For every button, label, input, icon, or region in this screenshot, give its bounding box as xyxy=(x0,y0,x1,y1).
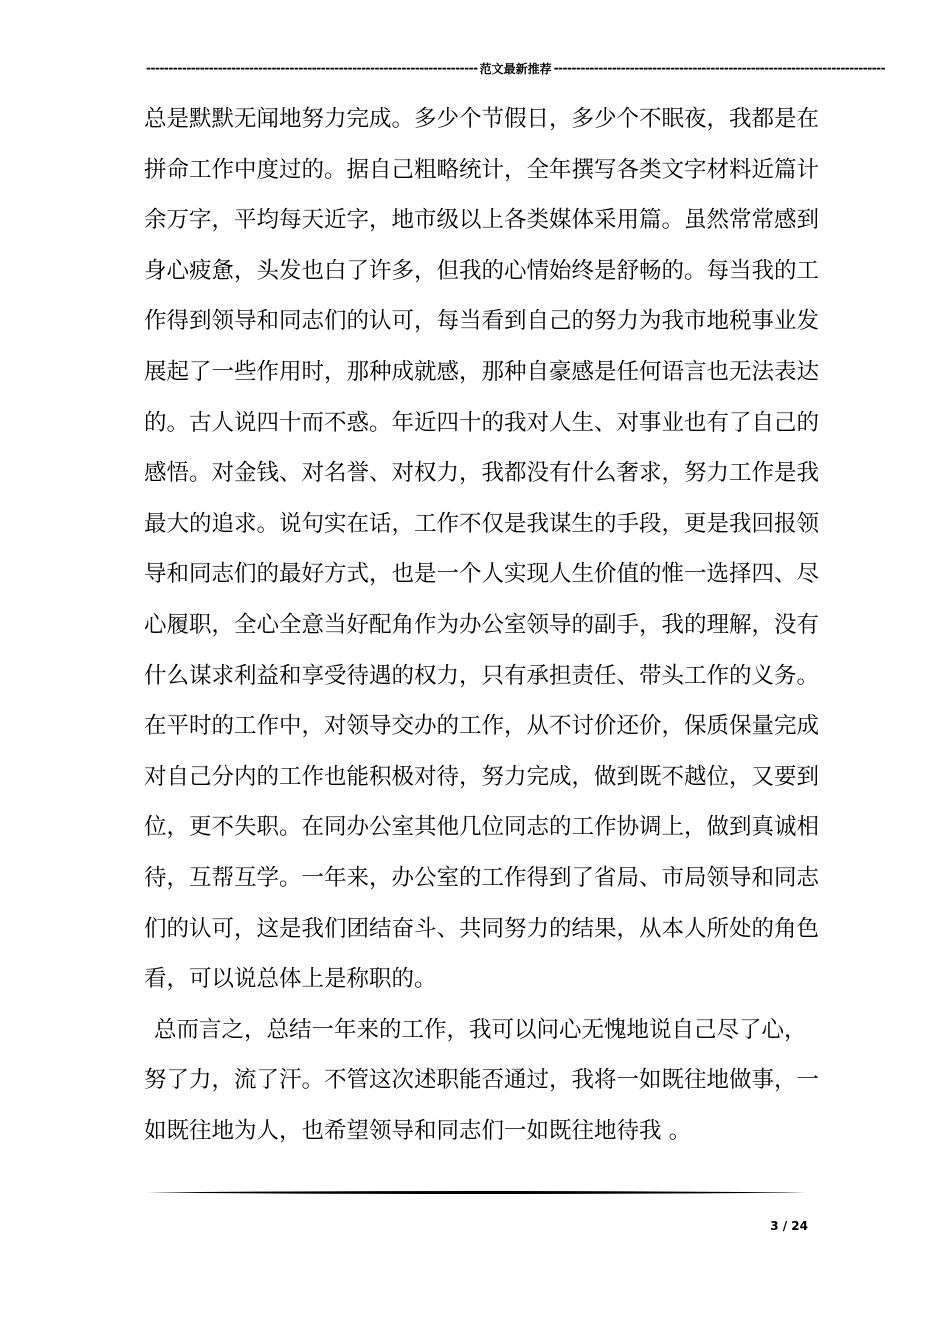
footer-rule-line xyxy=(146,1190,806,1195)
footer-rule xyxy=(146,1190,806,1195)
text-line-19: 总而言之，总结一年来的工作，我可以问心无愧地说自己尽了心， xyxy=(154,1016,807,1043)
text-line-10: 导和同志们的最好方式，也是一个人实现人生价值的惟一选择四、尽 xyxy=(144,561,820,588)
header-left-dashes: -------------------------------------------------------------------------- xyxy=(146,61,478,75)
text-line-13: 在平时的工作中，对领导交办的工作，从不讨价还价，保质保量完成 xyxy=(144,713,820,740)
text-line-2: 拼命工作中度过的。据自己粗略统计，全年撰写各类文字材料近篇计 xyxy=(144,156,820,183)
text-line-16: 待，互帮互学。一年来，办公室的工作得到了省局、市局领导和同志 xyxy=(144,864,820,891)
text-line-8: 感悟。对金钱、对名誉、对权力，我都没有什么奢求，努力工作是我 xyxy=(144,460,820,487)
page-header xyxy=(146,58,886,78)
text-line-7: 的。古人说四十而不惑。年近四十的我对人生、对事业也有了自己的 xyxy=(144,409,820,436)
header-title: 范文最新推荐 xyxy=(479,61,552,76)
text-line-18: 看，可以说总体上是称职的。 xyxy=(144,966,437,993)
text-line-4: 身心疲惫，头发也白了许多，但我的心情始终是舒畅的。每当我的工 xyxy=(144,257,820,284)
text-line-11: 心履职，全心全意当好配角作为办公室领导的副手，我的理解，没有 xyxy=(144,611,820,638)
text-line-3: 余万字，平均每天近字，地市级以上各类媒体采用篇。虽然常常感到 xyxy=(144,207,820,234)
document-body xyxy=(144,94,824,1156)
page-number: 3 / 24 xyxy=(770,1219,808,1233)
text-line-15: 位，更不失职。在同办公室其他几位同志的工作协调上，做到真诚相 xyxy=(144,814,820,841)
text-line-17: 们的认可，这是我们团结奋斗、共同努力的结果，从本人所处的角色 xyxy=(144,915,820,942)
text-line-5: 作得到领导和同志们的认可，每当看到自己的努力为我市地税事业发 xyxy=(144,308,820,335)
text-line-12: 什么谋求利益和享受待遇的权力，只有承担责任、带头工作的义务。 xyxy=(144,662,820,689)
text-line-21: 如既往地为人，也希望领导和同志们一如既往地待我 。 xyxy=(144,1117,692,1144)
text-line-9: 最大的追求。说句实在话，工作不仅是我谋生的手段，更是我回报领 xyxy=(144,510,820,537)
text-line-14: 对自己分内的工作也能积极对待，努力完成，做到既不越位，又要到 xyxy=(144,763,820,790)
text-line-1: 总是默默无闻地努力完成。多少个节假日，多少个不眠夜，我都是在 xyxy=(144,106,820,132)
header-right-dashes: -------------------------------------------------------------------------- xyxy=(553,61,886,75)
text-line-6: 展起了一些作用时，那种成就感，那种自豪感是任何语言也无法表达 xyxy=(144,358,820,385)
text-line-20: 努了力，流了汗。不管这次述职能否通过，我将一如既往地做事，一 xyxy=(144,1067,820,1094)
